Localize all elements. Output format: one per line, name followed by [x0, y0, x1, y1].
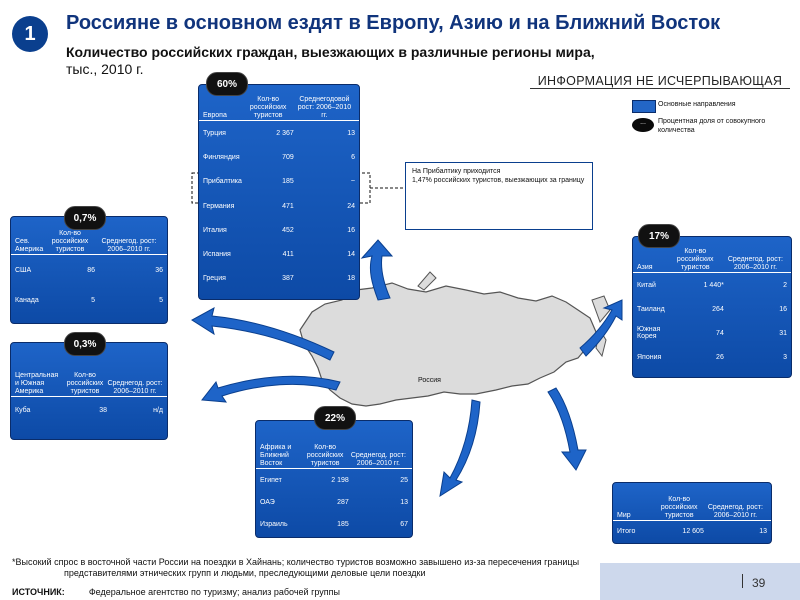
africa-table-row [256, 469, 412, 491]
europe-table-row [199, 267, 359, 291]
country-name: США [15, 266, 32, 274]
tourist-count: 387 [282, 275, 294, 283]
na-header-growth: Среднегод. рост: 2006–2010 гг. [101, 238, 157, 253]
growth-rate: 3 [783, 353, 787, 361]
la-header-region: Центральная и Южная Америка [15, 372, 59, 395]
page-number: 39 [752, 576, 766, 590]
na-header-count: Кол-во российских туристов [51, 230, 89, 253]
europe-table-row [199, 121, 359, 145]
footer-bar [600, 563, 800, 600]
la-table-body [11, 397, 167, 423]
europe-header-region: Европа [203, 112, 227, 119]
country-name: Израиль [260, 520, 288, 528]
subtitle-units: тыс., 2010 г. [66, 61, 144, 77]
growth-rate: 13 [759, 527, 767, 535]
panel-north-america [10, 216, 168, 324]
asia-header-growth: Среднегод. рост: 2006–2010 гг. [727, 256, 783, 271]
arrow-africa [440, 400, 480, 496]
growth-rate: 5 [159, 296, 163, 304]
la-header-growth: Среднегод. рост: 2006–2010 гг. [107, 380, 163, 395]
panel-europe [198, 84, 360, 300]
tourist-count: 12 605 [682, 527, 704, 535]
country-name: Куба [15, 406, 31, 414]
baltic-note [405, 162, 593, 230]
asia-table-row [633, 273, 791, 297]
subtitle-main: Количество российских граждан, выезжающих в различные регионы мира, [66, 44, 595, 60]
africa-header-region: Африка и Ближний Восток [260, 444, 292, 467]
tourist-count: 264 [712, 305, 724, 313]
baltic-note-line2: 1,47% российских туристов, выезжающих за границу [412, 177, 585, 184]
world-table-row [613, 521, 771, 541]
world-header-count: Кол-во российских туристов [660, 496, 698, 519]
map-label-russia: Россия [418, 377, 441, 384]
africa-table-row [256, 491, 412, 513]
tourist-count: 709 [282, 153, 294, 161]
source-text: Федеральное агентство по туризму; анализ рабочей группы [88, 587, 340, 597]
tourist-count: 5 [91, 296, 95, 304]
source-line [12, 587, 340, 597]
country-name: Прибалтика [203, 178, 242, 186]
la-table-row [11, 397, 167, 423]
slide-number-badge: 1 [12, 16, 48, 52]
footnote-line2: представителями этнических групп и людьми, преследующими деловые цели поездки [64, 568, 426, 578]
growth-rate: 13 [347, 129, 355, 137]
tourist-count: 2 198 [331, 476, 349, 484]
europe-header-growth: Среднегодовой рост: 2006–2010 гг. [297, 96, 352, 119]
na-table-row [11, 255, 167, 285]
legend-main-directions: Основные направления [658, 101, 736, 108]
tourist-count: 74 [716, 329, 724, 337]
tourist-count: 287 [337, 498, 349, 506]
country-name: Турция [203, 129, 226, 137]
europe-table-row [199, 194, 359, 218]
badge-asia-share: 17% [638, 224, 680, 248]
growth-rate: 14 [347, 251, 355, 259]
baltic-note-line1: На Прибалтику приходится [412, 168, 501, 175]
growth-rate: ~ [350, 178, 355, 186]
europe-table-body [199, 121, 359, 291]
country-name: Греция [203, 275, 226, 283]
source-label: ИСТОЧНИК: [12, 587, 65, 597]
tourist-count: 26 [716, 353, 724, 361]
country-name: Китай [637, 281, 656, 289]
asia-header-count: Кол-во российских туристов [676, 248, 714, 271]
africa-header-count: Кол-во российских туристов [306, 444, 344, 467]
europe-table-row [199, 218, 359, 242]
footnote-line1: *Высокий спрос в восточной части России на поездки в Хайнань; количество туристов возможно завышено из-за пересечения границы [12, 557, 580, 567]
growth-rate: 13 [400, 498, 408, 506]
tourist-count: 471 [282, 202, 294, 210]
badge-africa-share: 22% [314, 406, 356, 430]
badge-europe-share: 60% [206, 72, 248, 96]
country-name: ОАЭ [260, 498, 275, 506]
russia-shape [300, 283, 596, 406]
growth-rate: 67 [400, 520, 408, 528]
tourist-count: 1 440* [703, 281, 724, 289]
badge-latin-america-share: 0,3% [64, 332, 106, 356]
africa-header-growth: Среднегод. рост: 2006–2010 гг. [350, 452, 406, 467]
africa-table-body [256, 469, 412, 535]
country-name: Южная Корея [637, 326, 661, 340]
country-name: Испания [203, 251, 231, 259]
europe-table-row [199, 170, 359, 194]
country-name: Таиланд [637, 305, 665, 313]
country-name: Египет [260, 476, 282, 484]
growth-rate: 16 [779, 305, 787, 313]
asia-table-row [633, 321, 791, 345]
growth-rate: 18 [347, 275, 355, 283]
tourist-count: 411 [282, 251, 294, 259]
growth-rate: 16 [347, 226, 355, 234]
na-table-row [11, 285, 167, 315]
arrow-latin-america [202, 376, 340, 402]
badge-north-america-share: 0,7% [64, 206, 106, 230]
panel-world [612, 482, 772, 544]
disclaimer: ИНФОРМАЦИЯ НЕ ИСЧЕРПЫВАЮЩАЯ [530, 74, 790, 89]
na-table-body [11, 255, 167, 315]
tourist-count: 38 [99, 406, 107, 414]
tourist-count: 452 [282, 226, 294, 234]
growth-rate: н/д [153, 406, 163, 414]
asia-header-region: Азия [637, 264, 653, 271]
legend-percent-badge: ... [632, 118, 654, 132]
growth-rate: 31 [779, 329, 787, 337]
country-name: Италия [203, 226, 227, 234]
country-name: Финляндия [203, 153, 240, 161]
world-table-body [613, 521, 771, 541]
world-header-growth: Среднегод. рост: 2006–2010 гг. [707, 504, 763, 519]
page-divider [742, 574, 743, 588]
la-header-count: Кол-во российских туристов [66, 372, 104, 395]
panel-africa-middle-east [255, 420, 413, 538]
growth-rate: 36 [155, 266, 163, 274]
country-name: Канада [15, 296, 39, 304]
country-name: Германия [203, 202, 235, 210]
asia-table-row [633, 345, 791, 369]
na-header-region: Сев. Америка [15, 238, 44, 253]
growth-rate: 6 [351, 153, 355, 161]
europe-table-row [199, 145, 359, 169]
africa-table-row [256, 513, 412, 535]
growth-rate: 25 [400, 476, 408, 484]
asia-table-body [633, 273, 791, 369]
europe-table-row [199, 242, 359, 266]
tourist-count: 2 367 [276, 129, 294, 137]
growth-rate: 2 [783, 281, 787, 289]
page-title: Россияне в основном ездят в Европу, Азию и на Ближний Восток [66, 12, 721, 34]
world-header-region: Мир [617, 512, 631, 519]
legend-percent-share: Процентная доля от совокупного количества [658, 118, 766, 134]
tourist-count: 86 [87, 266, 95, 274]
europe-header-count: Кол-во российских туристов [249, 96, 287, 119]
novaya-zemlya-shape [418, 272, 436, 290]
tourist-count: 185 [282, 178, 294, 186]
country-name: Итого [617, 527, 636, 535]
tourist-count: 185 [337, 520, 349, 528]
asia-table-row [633, 297, 791, 321]
growth-rate: 24 [347, 202, 355, 210]
country-name: Япония [637, 353, 662, 361]
panel-asia [632, 236, 792, 378]
panel-latin-america [10, 342, 168, 440]
arrow-world [548, 388, 586, 470]
